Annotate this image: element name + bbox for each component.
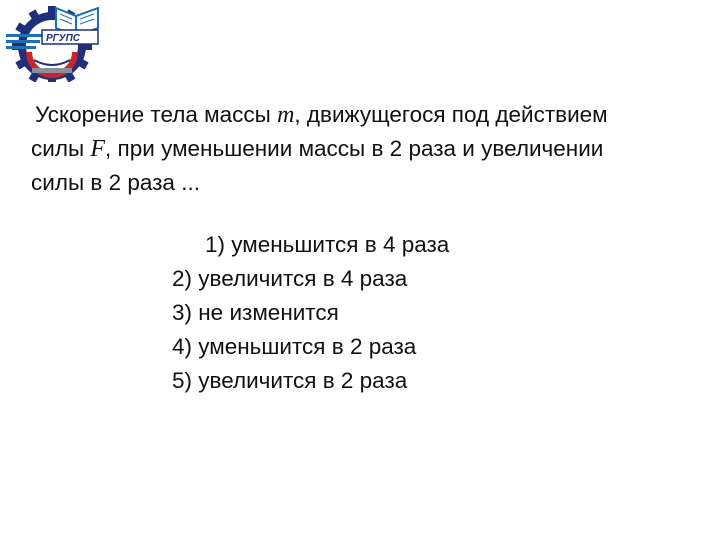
question-text [31, 98, 701, 199]
answer-option-3[interactable]: 3) не изменится [172, 300, 339, 325]
force-symbol: F [90, 136, 106, 162]
logo-wordmark: РГУПС [46, 33, 80, 44]
mass-symbol: m [277, 102, 295, 128]
university-emblem-icon [6, 2, 104, 82]
answer-options [172, 228, 449, 398]
answer-option-5[interactable]: 5) увеличится в 2 раза [172, 368, 408, 393]
question-line-2: силы F, при уменьшении массы в 2 раза и увеличении [31, 136, 604, 162]
answer-option-2[interactable]: 2) увеличится в 4 раза [172, 266, 408, 291]
question-line-3: силы в 2 раза ... [31, 170, 200, 195]
answer-option-4[interactable]: 4) уменьшится в 2 раза [172, 334, 417, 359]
answer-option-1[interactable]: 1) уменьшится в 4 раза [205, 232, 450, 257]
question-line-1: Ускорение тела массы m, движущегося под действием [35, 102, 608, 128]
